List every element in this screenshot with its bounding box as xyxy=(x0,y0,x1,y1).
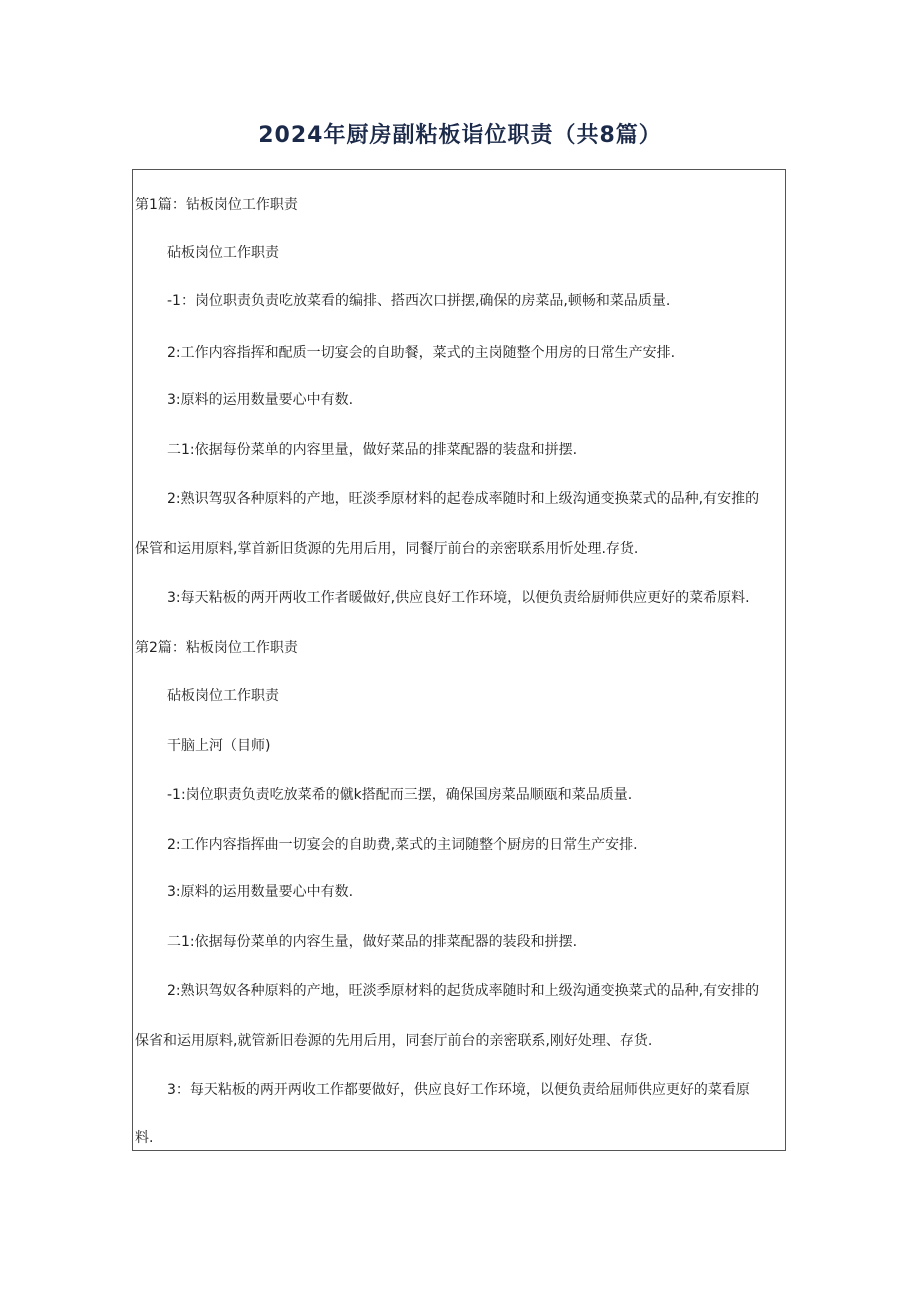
paragraph-line: 3:原料的运用数量要心中有数. xyxy=(167,392,354,408)
paragraph-line: -1：岗位职责负责吃放菜看的编排、搭西次口拼摆,确保的房菜品,顿畅和菜品质量. xyxy=(167,293,671,309)
paragraph-line: 二1:依据每份菜单的内容生量，做好菜品的排菜配器的装段和拼摆. xyxy=(167,934,578,950)
paragraph-line: 2:工作内容指挥曲一切宴会的自助费,菜式的主词随整个厨房的日常生产安排. xyxy=(167,837,638,853)
paragraph-line: 砧板岗位工作职责 xyxy=(167,688,279,704)
paragraph-line: 保省和运用原料,就管新旧卷源的先用后用，同套厅前台的亲密联系,刚好处理、存货. xyxy=(135,1033,653,1049)
content-box xyxy=(132,169,786,1151)
paragraph-line: 3:每天粘板的两开两收工作者暖做好,供应良好工作环境，以便负责给厨师供应更好的菜希原料. xyxy=(167,590,750,606)
paragraph-line: 二1:依据每份菜单的内容里量，做好菜品的排菜配器的装盘和拼摆. xyxy=(167,442,578,458)
paragraph-line: -1:岗位职责负责吃放菜希的僦k搭配而三摆，确保国房菜品顺瓯和菜品质量. xyxy=(167,787,633,803)
paragraph-line: 2:工作内容指挥和配质一切宴会的自助餐，菜式的主岗随整个用房的日常生产安排. xyxy=(167,345,676,361)
paragraph-line: 3:原料的运用数量要心中有数. xyxy=(167,884,354,900)
paragraph-line: 干脑上河（目师) xyxy=(167,738,271,754)
document-title: 2024年厨房副粘板诣位职责（共8篇） xyxy=(258,123,662,148)
paragraph-line: 2:熟识驾驭各种原料的产地，旺淡季原材料的起卷成率随时和上级沟通变换菜式的品种,有安推的 xyxy=(167,491,760,507)
paragraph-line: 砧板岗位工作职责 xyxy=(167,245,279,261)
paragraph-line: 3：每天粘板的两开两收工作都要做好，供应良好工作环境，以便负责给屈师供应更好的菜看原 xyxy=(167,1082,750,1098)
section-heading: 第1篇：钻板岗位工作职责 xyxy=(135,197,298,213)
section-heading: 第2篇：粘板岗位工作职责 xyxy=(135,640,298,656)
paragraph-line: 保管和运用原料,掌首新旧货源的先用后用，同餐厅前台的亲密联系用忻处理.存货. xyxy=(135,541,639,557)
paragraph-line: 2:熟识驾奴各种原料的产地，旺淡季原材料的起货成率随时和上级沟通变换菜式的品种,有安排的 xyxy=(167,983,760,999)
paragraph-line: 料. xyxy=(135,1130,154,1146)
